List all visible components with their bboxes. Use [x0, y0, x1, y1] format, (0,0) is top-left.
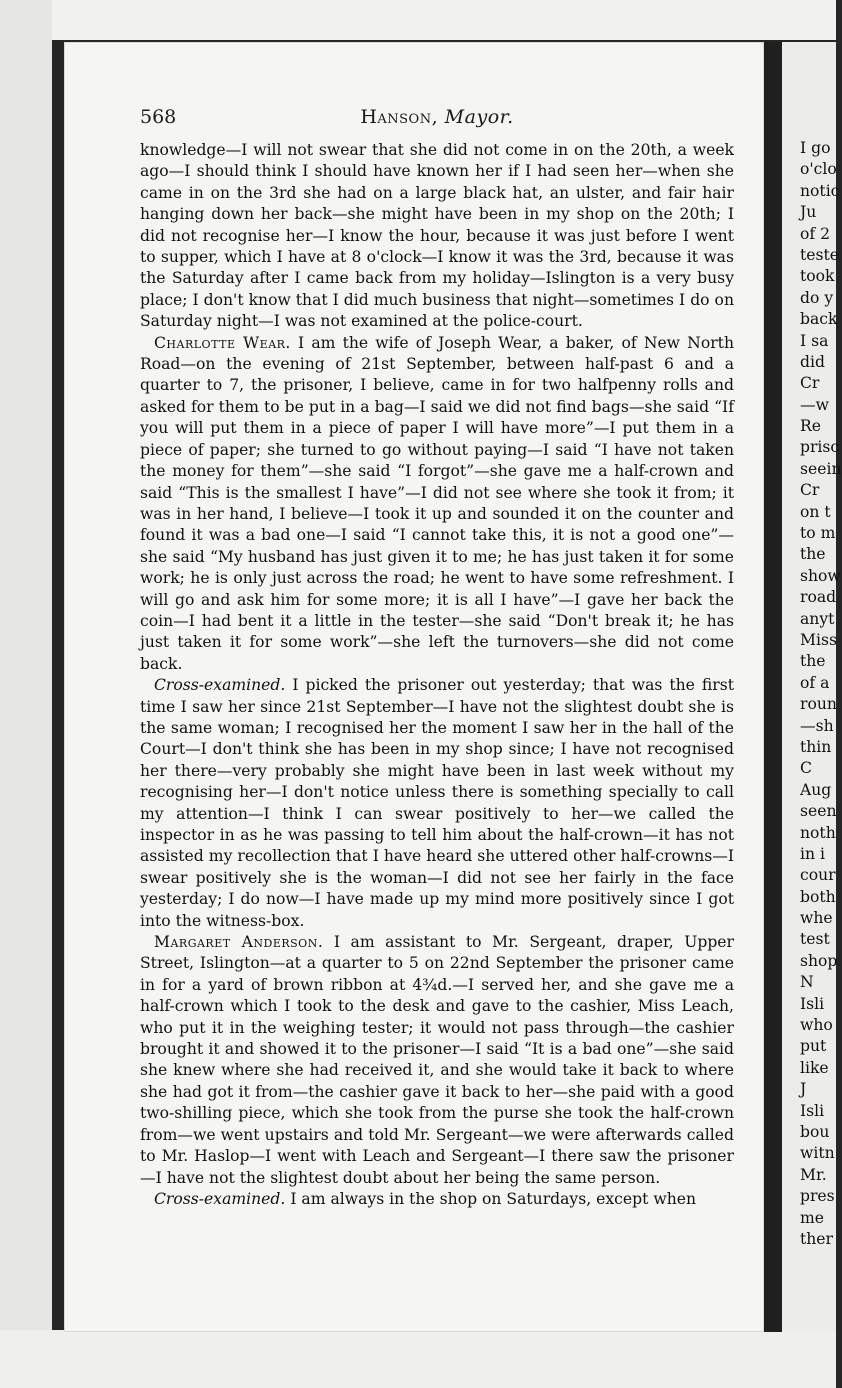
adjacent-page-line: did: [800, 352, 825, 371]
adjacent-page-line: N: [800, 973, 814, 992]
witness-name: Margaret Anderson.: [154, 933, 324, 952]
cross-examined-label: Cross-examined.: [154, 1189, 286, 1208]
adjacent-page-line: bou: [800, 1122, 830, 1141]
paragraph-text: I am assistant to Mr. Sergeant, draper, Upper Street, Islington—at a quarter to 5 on 22nd September the prisoner came in for a yard of brown ribbon at 4¾d.—I served her, and she gave me a half-crown which I took to the desk and gave to the cashier, Miss Leach, who put it in the weighing tester; it would not pass through—the cashier brought it and showed it to the prisoner—I said “It is a bad one”—she said she knew where she had received it, and she would take it back to where she had got it from—the cashier gave it back to her—she paid with a good two-shilling piece, which she took from the purse she took the half-crown from—we went upstairs and told Mr. Sergeant—we were afterwards called to Mr. Haslop—I went with Leach and Sergeant—I there saw the prisoner—I have not the slightest doubt about her being the same person.: [140, 933, 734, 1187]
adjacent-page-line: noth: [800, 823, 836, 842]
adjacent-page-line: witn: [800, 1144, 835, 1163]
adjacent-page-line: anyt: [800, 609, 835, 628]
paragraph-testimony: [140, 932, 734, 1189]
paragraph-continuation: [140, 140, 734, 333]
running-head: [140, 100, 734, 136]
running-title: [140, 106, 734, 128]
paragraph-text: I am always in the shop on Saturdays, except when: [285, 1189, 697, 1208]
adjacent-page-line: Aug: [800, 780, 832, 799]
adjacent-page-line: in i: [800, 844, 825, 863]
paragraph-text: knowledge—I will not swear that she did not come in on the 20th, a week ago—I should think I should have known her if I had seen her—when she came in on the 3rd she had on a large black hat, an ulster, and fair hair hanging down her back—she might have been in my shop on the 20th; I did not recognise her—I know the hour, because it was just before I went to supper, which I have at 8 o'clock—I know it was the 3rd, because it was the Saturday after I came back from my holiday—Islington is a very busy place; I don't know that I did much business that night—sometimes I do on Saturday night—I was not examined at the police-court.: [140, 141, 734, 331]
adjacent-page-line: C: [800, 759, 812, 778]
adjacent-page-line: pres: [800, 1187, 835, 1206]
adjacent-page-edge: [764, 42, 842, 1332]
scan-background-top: [0, 0, 836, 40]
witness-name: Charlotte Wear.: [154, 333, 291, 352]
adjacent-page-line: Cr: [800, 481, 820, 500]
adjacent-page-line: of a: [800, 673, 830, 692]
running-title-name: Hanson,: [360, 106, 439, 128]
adjacent-page-line: Isli: [800, 1101, 825, 1120]
adjacent-page-line: Ju: [800, 203, 817, 222]
adjacent-page-line: thin: [800, 737, 832, 756]
adjacent-page-line: test: [800, 930, 830, 949]
scan-background-bottom: [0, 1330, 836, 1388]
adjacent-page-line: Cr: [800, 374, 820, 393]
adjacent-page-line: notic: [800, 181, 840, 200]
adjacent-page-line: roun: [800, 695, 837, 714]
cross-examined-label: Cross-examined.: [154, 676, 286, 695]
adjacent-page-line: show: [800, 566, 841, 585]
page-content: [140, 100, 734, 1210]
page-number: 568: [140, 106, 177, 128]
adjacent-page-line: whe: [800, 909, 833, 928]
adjacent-page-line: cour: [800, 866, 836, 885]
adjacent-page-line: Isli: [800, 994, 825, 1013]
adjacent-page-line: the: [800, 652, 826, 671]
paragraph-text: I am the wife of Joseph Wear, a baker, of New North Road—on the evening of 21st September, between half-past 6 and a quarter to 7, the prisoner, I believe, came in for two halfpenny rolls and asked for them to be put in a bag—I said we did not find bags—she said “If you will put them in a piece of paper I will have more”—I put them in a piece of paper; she turned to go without paying—I said “I have not taken the money for them”—she said “I forgot”—she gave me a half-crown and said “This is the smallest I have”—I did not see where she took it from; it was in her hand, I believe—I took it up and sounded it on the counter and found it was a bad one—I said “I cannot take this, it is not a good one”—she said “My husband has just given it to me; he has just taken it for some work; he is only just across the road; he went to have some refreshment. I will go and ask him for some more; it is all I have”—I gave her back the coin—I had bent it a little in the tester—she said “Don't break it; he has just taken it for some work”—she left the turnovers—she did not come back.: [140, 333, 734, 673]
adjacent-page-line: road: [800, 588, 837, 607]
adjacent-page-line: who: [800, 1016, 833, 1035]
paragraph-cross-examination: [140, 1189, 734, 1210]
page-gutter: [764, 42, 782, 1332]
running-title-role: Mayor.: [444, 106, 514, 128]
adjacent-page-line: both: [800, 887, 836, 906]
adjacent-page-text: [800, 138, 842, 1250]
adjacent-page-line: o'clo: [800, 160, 837, 179]
adjacent-page-line: back: [800, 310, 838, 329]
adjacent-page-line: put: [800, 1037, 827, 1056]
adjacent-page-line: I sa: [800, 331, 829, 350]
body-text: [140, 140, 734, 1210]
adjacent-page-line: prisc: [800, 438, 840, 457]
adjacent-page-line: Re: [800, 417, 821, 436]
adjacent-page-line: I go: [800, 139, 831, 157]
adjacent-page-line: —w: [800, 395, 829, 414]
adjacent-page-line: seen: [800, 802, 837, 821]
adjacent-page-line: J: [800, 1080, 807, 1099]
adjacent-page-line: on t: [800, 502, 831, 521]
paragraph-testimony: [140, 333, 734, 676]
adjacent-page-line: Mr.: [800, 1165, 827, 1184]
book-page: [64, 42, 764, 1332]
adjacent-page-line: teste: [800, 245, 839, 264]
paragraph-text: I picked the prisoner out yesterday; that was the first time I saw her since 21st September—I have not the slightest doubt she is the same woman; I recognised her the moment I saw her in the hall of the Court—I don't think she has been in my shop since; I have not recognised her there—very probably she might have been in last week without my recognising her—I don't notice unless there is something specially to call my attention—I think I can swear positively to her—we called the inspector in as he was passing to tell him about the half-crown—it has not assisted my recollection that I have heard she uttered other half-crowns—I swear positively she is the woman—I did not see her fairly in the face yesterday; I do now—I have made up my mind more positively since I got into the witness-box.: [140, 676, 734, 930]
adjacent-page-line: the: [800, 545, 826, 564]
adjacent-page-line: like: [800, 1058, 829, 1077]
adjacent-page-line: to m: [800, 524, 836, 543]
paragraph-cross-examination: [140, 675, 734, 932]
adjacent-page-line: ther: [800, 1229, 833, 1248]
adjacent-page-line: —sh: [800, 716, 834, 735]
scan-background-left: [0, 0, 52, 1388]
adjacent-page-line: do y: [800, 288, 834, 307]
adjacent-page-line: shop: [800, 951, 838, 970]
adjacent-page-line: took: [800, 267, 835, 286]
adjacent-page-line: of 2: [800, 224, 831, 243]
adjacent-page-line: Miss: [800, 630, 837, 649]
adjacent-page-line: seein: [800, 459, 842, 478]
adjacent-page-line: me: [800, 1208, 825, 1227]
